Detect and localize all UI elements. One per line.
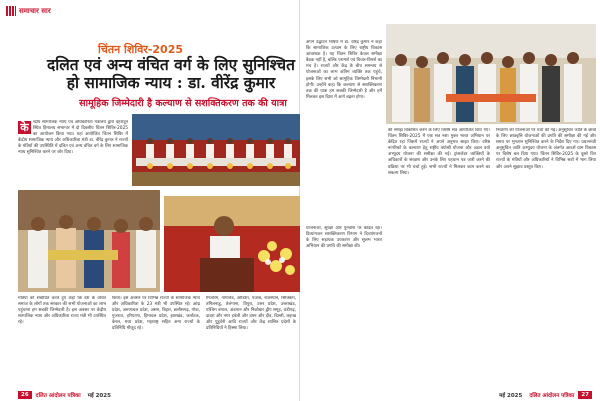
right-magazine-name: दलित आंदोलन पत्रिका (529, 393, 575, 399)
article-headline (26, 56, 316, 92)
left-footer (18, 389, 114, 401)
officials-photo (386, 24, 596, 124)
column-1-text: न्द्रीय सामाजिक न्याय एवं अधिकारिता मंत्रालय द्वारा देहरादून स्थित हिमालय सभागार में दो दिवसीय चिंतन शिविर-2025 का आयोजन किया गया। यहां आयोजित चिंतन शिविर में केंद्रीय सामाजिक न्याय और अधिकारिता मंत्री डा. वीरेंद्र कुमार ने राज्यों के मंत्रियों की उपस्थिति में दलित एवं अन्य वंचित वर्ग के लिए सामाजिक न्याय सुनिश्चित करने पर जोर दिया। (18, 120, 128, 156)
right-issue-month: मई 2025 (499, 393, 523, 399)
left-issue-month: मई 2025 (87, 393, 111, 399)
drop-cap: के (18, 121, 31, 134)
section-label: समाचार सार (19, 6, 51, 15)
right-footer (496, 389, 592, 401)
right-text-column-1: योजनाओं, सुरक्षा और पुनर्वास पर केंद्रित रहा। दिव्यांगजन सशक्तिकरण विभाग ने दिव्यांगजनों के लिए सहायक उपकरण और सुलभ भारत अभियान की प्रगति की समीक्षा की। (306, 226, 382, 250)
stage-photo-top (132, 114, 300, 186)
section-tab (6, 6, 51, 16)
speaker-illustration (164, 196, 300, 292)
headline-line-2: हो सामाजिक न्याय : डा. वीरेंद्र कुमार (66, 73, 276, 92)
left-page-number: 26 (18, 391, 32, 399)
dignitaries-photo (18, 190, 160, 292)
stage-photo-illustration (132, 114, 300, 186)
article-kicker: चिंतन शिविर-2025 (98, 43, 184, 56)
left-magazine-name: दलित आंदोलन पत्रिका (35, 393, 81, 399)
text-column-1-top (18, 120, 128, 184)
right-text-column-2: की समझ विकसित करने के लिए विशेष सत्र आयोजित किए गए। चिंतन शिविर-2025 में एक सत्र नशा मुक्त भारत अभियान पर केंद्रित रहा जिसमें राज्यों ने अपने अनुभव साझा किए। वरिष्ठ नागरिकों के कल्याण हेतु राष्ट्रीय वयोश्री योजना और अटल वयो अभ्युदय योजना की समीक्षा की गई। ट्रांसजेंडर व्यक्तियों के अधिकारों के संरक्षण और उनके लिए पहचान पत्र जारी करने की प्रक्रिया पर भी चर्चा हुई। सभी राज्यों ने मिलकर काम करने का संकल्प लिया। (388, 128, 490, 176)
officials-illustration (386, 24, 596, 124)
dignitaries-illustration (18, 190, 160, 292)
right-text-intro: अपने उद्घाटन भाषण में डा. वीरेंद्र कुमार ने कहा कि सामाजिक उत्थान के लिए राष्ट्रीय विकास आवश्यक है। यह चिंतन शिविर केवल समीक्षा बैठक नहीं है, बल्कि परामर्श एवं विचार-विमर्श का मंच है। राज्यों और केंद्र के बीच समन्वय से योजनाओं का लाभ अंतिम व्यक्ति तक पहुंचे, इसके लिए सभी को सामूहिक जिम्मेदारी निभानी होगी। उन्होंने कहा कि कल्याण से सशक्तिकरण तक की यात्रा हम सबकी जिम्मेदारी है और हमें मिलकर इस दिशा में आगे बढ़ना होगा। (306, 40, 382, 100)
article-subhead: सामूहिक जिम्मेदारी है कल्याण से सशक्तिकरण तक की यात्रा (79, 98, 287, 109)
text-column-3-bottom: मिजोरम, नागालैंड, ओडिशा, पंजाब, राजस्थान, सिक्किम, तमिलनाडु, तेलंगाना, त्रिपुरा, उत्तर प्रदेश, उत्तराखंड, पश्चिम बंगाल, अंडमान और निकोबार द्वीप समूह, चंडीगढ़, दादरा और नगर हवेली और दमन और दीव, दिल्ली, लद्दाख और पुडुचेरी आदि राज्यों और केंद्र शासित प्रदेशों के प्रतिनिधियों ने हिस्सा लिया। (206, 296, 296, 332)
text-column-2-bottom: किया। इस अवसर पर विभिन्न राज्यों के सामाजिक न्याय और अधिकारिता के 23 मंत्री भी उपस्थित रहे। आंध्र प्रदेश, अरुणाचल प्रदेश, असम, बिहार, छत्तीसगढ़, गोवा, गुजरात, हरियाणा, हिमाचल प्रदेश, झारखंड, कर्नाटक, केरल, मध्य प्रदेश, महाराष्ट्र सहित अन्य राज्यों के प्रतिनिधि मौजूद रहे। (112, 296, 200, 332)
right-page (300, 0, 600, 401)
section-bars-icon (6, 6, 16, 16)
right-text-column-3: निवारण की योजनाओं पर चर्चा की गई। अनुसूचित जाति के छात्रों के लिए छात्रवृत्ति योजनाओं की प्रगति की समीक्षा की गई और समय पर भुगतान सुनिश्चित करने के निर्देश दिए गए। प्रधानमंत्री अनुसूचित जाति अभ्युदय योजना के अंतर्गत आदर्श ग्राम विकास पर विशेष बल दिया गया। चिंतन शिविर-2025 के दूसरे दिन राज्यों के मंत्रियों और अधिकारियों ने विभिन्न सत्रों में भाग लिया और अपने सुझाव प्रस्तुत किए। (496, 128, 596, 170)
speaker-photo (164, 196, 300, 292)
right-page-number: 27 (578, 391, 592, 399)
text-column-1-bottom: मंत्रियों को संबोधित करते हुए कहा कि देश के वंचित समाज के लोगों तक सरकार की सभी योजनाओं का लाभ पहुंचाना हम सबकी जिम्मेदारी है। इस अवसर पर केंद्रीय सामाजिक न्याय और अधिकारिता राज्य मंत्री भी उपस्थित रहे। (18, 296, 106, 326)
headline-line-1: दलित एवं अन्य वंचित वर्ग के लिए सुनिश्चित (47, 55, 295, 74)
